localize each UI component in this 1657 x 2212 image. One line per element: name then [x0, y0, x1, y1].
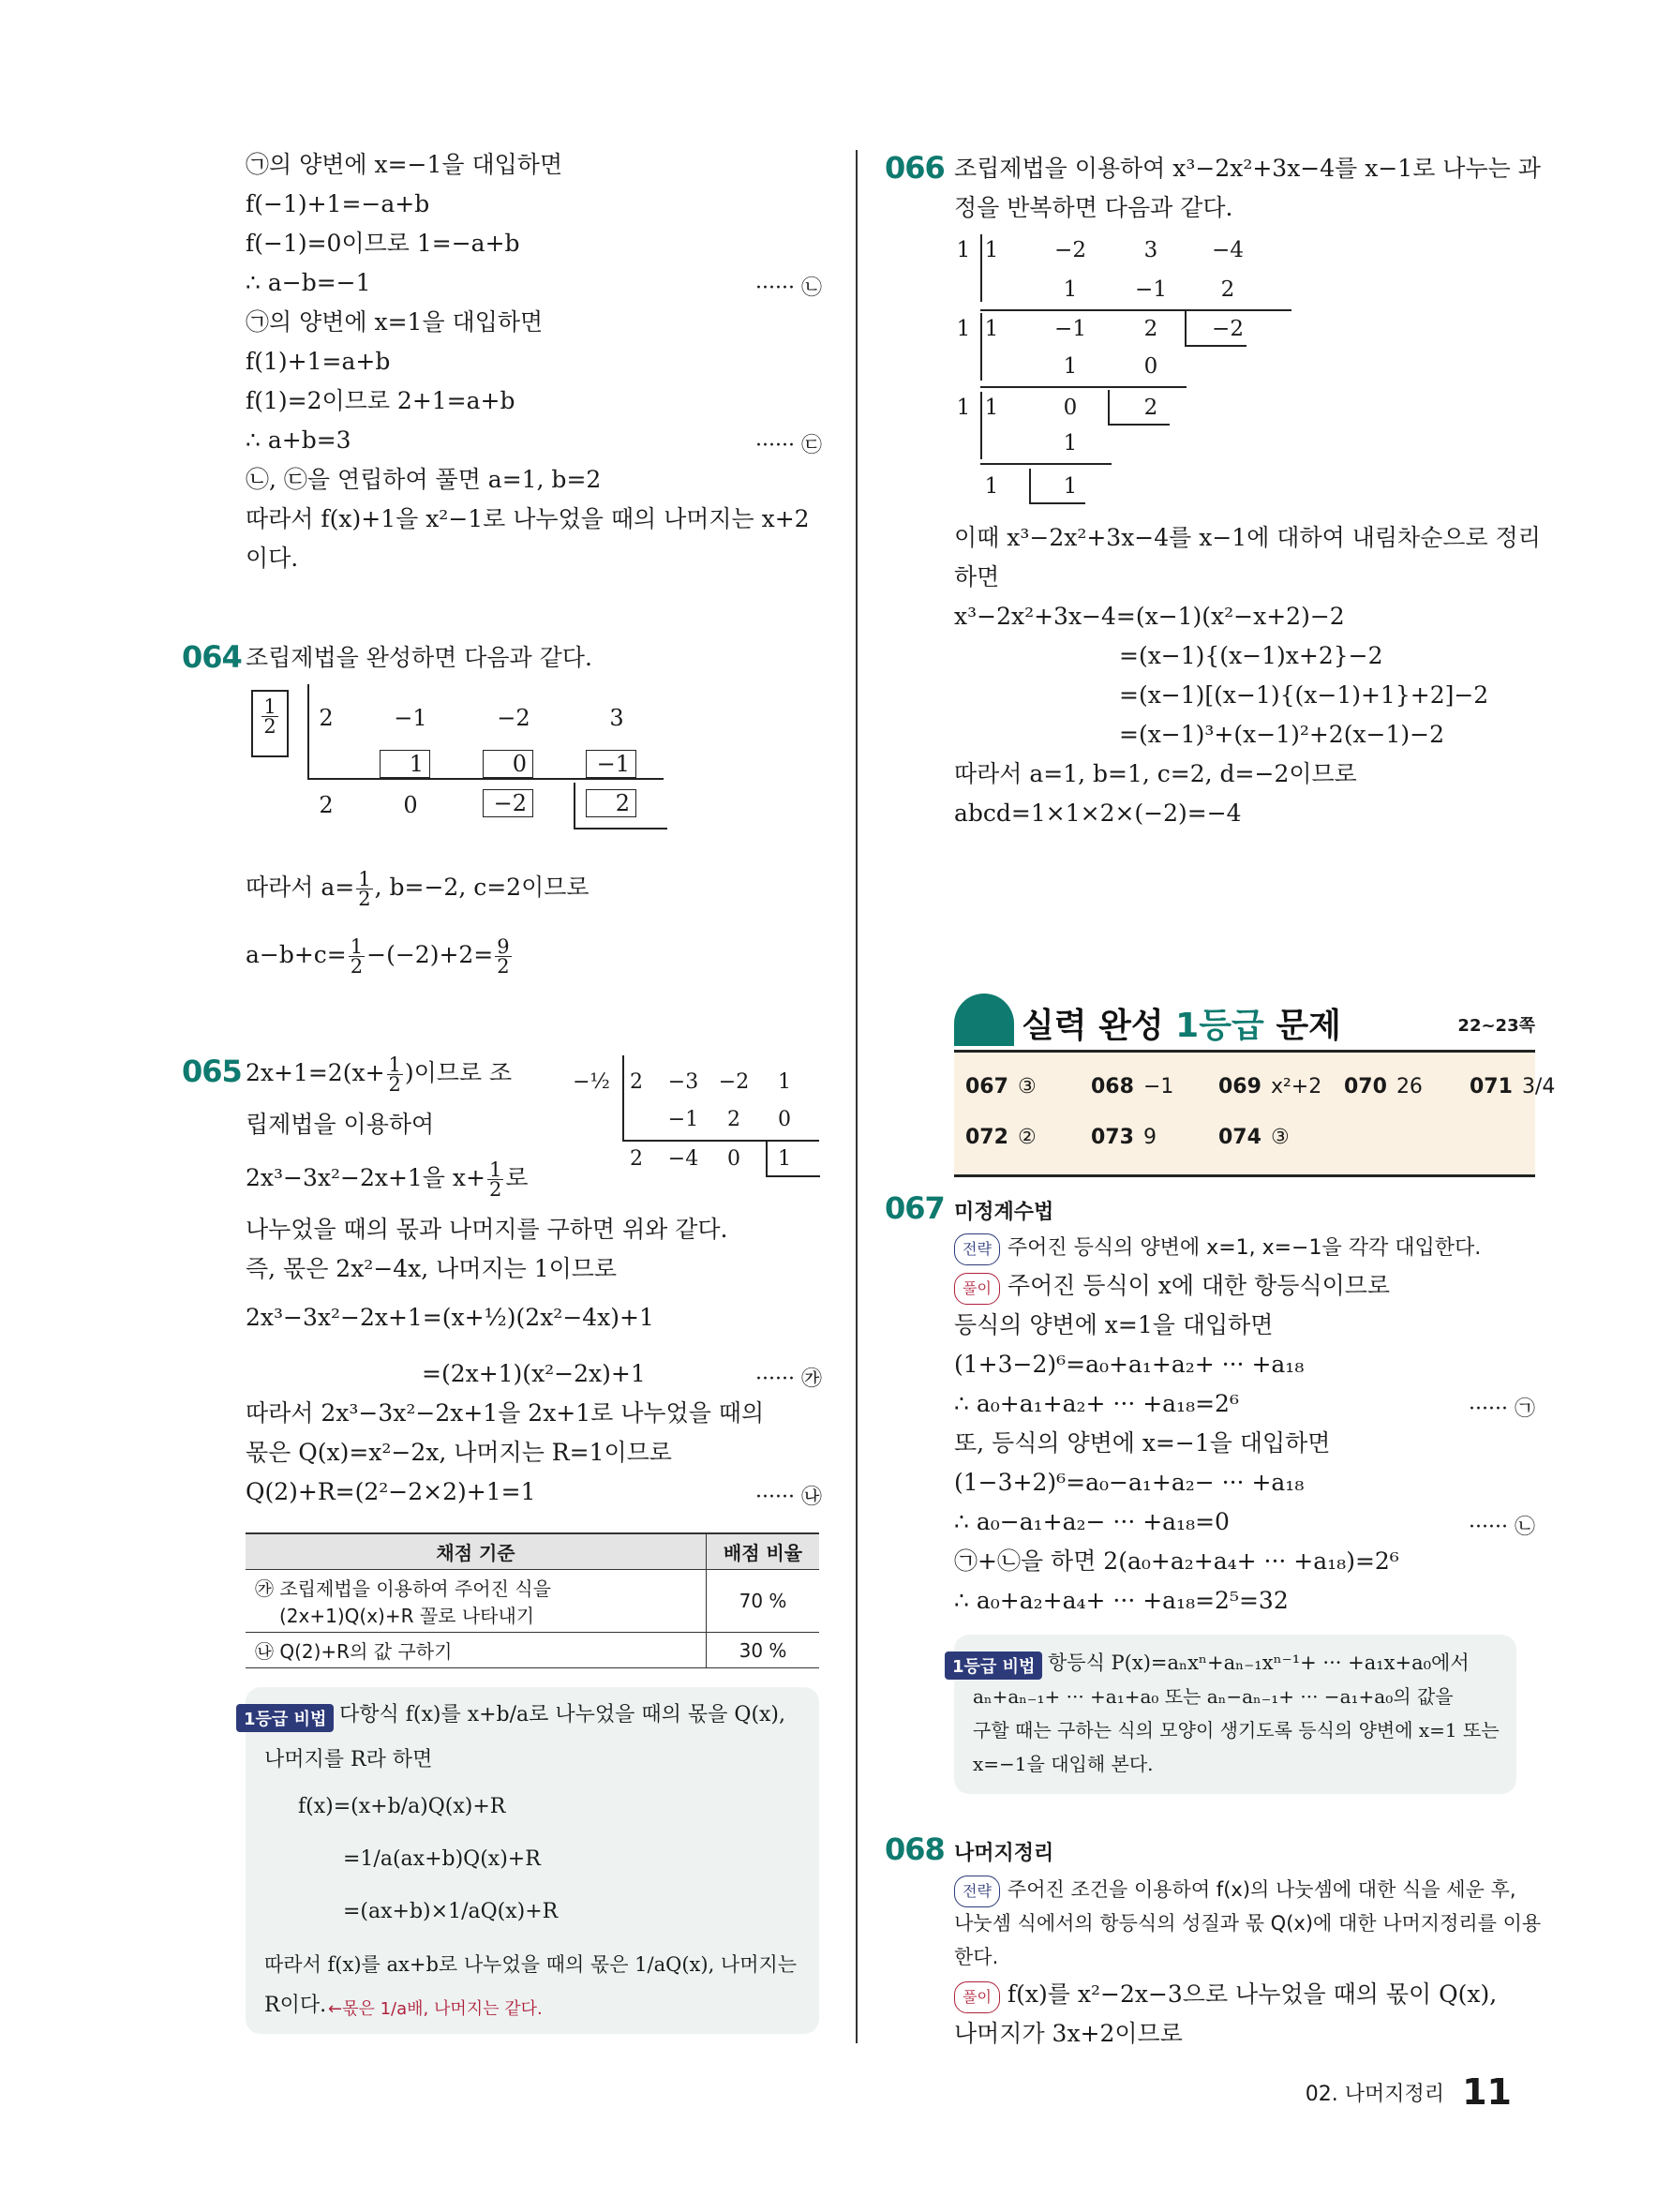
- p068-strategy: 한다.: [954, 1946, 999, 1968]
- p065-line: 따라서 2x³−3x²−2x+1을 2x+1로 나누었을 때의: [246, 1399, 765, 1427]
- tip-line: 다항식 f(x)를 x+b/a로 나누었을 때의 몫을 Q(x),: [339, 1703, 786, 1726]
- p063-marker: ······ ㉡: [755, 276, 822, 300]
- p064-hline2: [574, 828, 667, 830]
- p067-line: (1+3−2)⁶=a₀+a₁+a₂+ ··· +a₁₈: [954, 1351, 1305, 1378]
- section-title-part: 문제: [1263, 1007, 1341, 1045]
- answer-num: 070: [1344, 1075, 1387, 1099]
- p065-marker: ······ ㉯: [755, 1486, 822, 1509]
- strategy-tag: 전략: [954, 1233, 1000, 1265]
- frac-num: 1: [358, 868, 371, 890]
- answer-val: 3/4: [1521, 1075, 1556, 1099]
- p065-line: 나누었을 때의 몫과 나머지를 구하면 위와 같다.: [246, 1216, 728, 1243]
- p065-mid: −1: [667, 1108, 699, 1131]
- tip-line: 나머지를 R라 하면: [264, 1748, 433, 1771]
- p066-intro: 정을 반복하면 다음과 같다.: [954, 194, 1233, 221]
- strategy-text: 주어진 조건을 이용하여 f(x)의 나눗셈에 대한 식을 세운 후,: [1007, 1878, 1516, 1901]
- answer-num: 072: [965, 1126, 1008, 1149]
- p064-divisor-num: 1: [263, 695, 276, 718]
- p066-line: 하면: [954, 563, 1000, 590]
- p068-strategy: 나눗셈 식에서의 항등식의 성질과 몫 Q(x)에 대한 나머지정리를 이용: [954, 1912, 1542, 1935]
- tip-line: =1/a(ax+b)Q(x)+R: [343, 1847, 541, 1871]
- p067-line: (1−3+2)⁶=a₀−a₁+a₂− ··· +a₁₈: [954, 1469, 1305, 1496]
- p066-line: x³−2x²+3x−4=(x−1)(x²−x+2)−2: [954, 603, 1345, 630]
- frac-den: 2: [388, 1073, 401, 1096]
- p066-hline: [980, 386, 1187, 388]
- p066-remainder: 2: [1143, 396, 1158, 420]
- p067-marker: ······ ㉡: [1469, 1516, 1535, 1539]
- p064-conc-text: a−b+c=: [246, 941, 347, 968]
- p066-divisor: 1: [956, 238, 971, 262]
- p066-rem-hline: [1108, 424, 1170, 426]
- answer-item: [1218, 1075, 1321, 1099]
- strategy-text: 주어진 등식의 양변에 x=1, x=−1을 각각 대입한다.: [1007, 1236, 1482, 1260]
- p065-line: [246, 1055, 512, 1094]
- p064-synthetic-division: [246, 684, 667, 825]
- p066-line: =(x−1){(x−1)x+2}−2: [1119, 642, 1383, 669]
- answer-val: 9: [1142, 1126, 1157, 1149]
- tip-box: [246, 1687, 819, 2034]
- p063-line: ∴ a+b=3: [246, 426, 351, 454]
- p064-conc-text: 따라서 a=: [246, 874, 355, 901]
- p066-remainder: 1: [1063, 474, 1078, 499]
- p066-divisor: 1: [956, 317, 971, 341]
- grading-text: (2x+1)Q(x)+R 꼴로 나타내기: [279, 1605, 535, 1627]
- p065-text: 2x³−3x²−2x+1을 x+: [246, 1164, 485, 1191]
- grading-ratio: 70 %: [707, 1570, 820, 1633]
- p067-strategy: [954, 1233, 1481, 1265]
- answer-val: ②: [1017, 1126, 1037, 1149]
- grading-criterion: ㉯ Q(2)+R의 값 구하기: [246, 1633, 707, 1668]
- p064-intro: 조립제법을 완성하면 다음과 같다.: [246, 644, 592, 671]
- section-logo-icon: [954, 994, 1014, 1046]
- p066-mid: 1: [1063, 354, 1078, 379]
- section-title-part: 실력 완성: [1022, 1007, 1176, 1045]
- p066-mid: 1: [1063, 431, 1078, 456]
- p066-rem-vline: [1185, 311, 1187, 345]
- p066-coef: −4: [1212, 238, 1244, 262]
- p065-text: )이므로 조: [404, 1059, 513, 1086]
- section-title: [1022, 999, 1341, 1047]
- p066-divisor: 1: [956, 396, 971, 420]
- p064-coef: 2: [319, 705, 334, 731]
- p064-coef: −1: [394, 705, 427, 731]
- frac-den: 2: [497, 955, 510, 978]
- p065-coef: 1: [778, 1070, 791, 1094]
- p066-mid: −1: [1135, 277, 1167, 302]
- answer-item: [1344, 1075, 1423, 1099]
- answer-num: 074: [1218, 1126, 1261, 1149]
- p063-line: 따라서 f(x)+1을 x²−1로 나누었을 때의 나머지는 x+2: [246, 505, 810, 532]
- grading-ratio: 30 %: [707, 1633, 820, 1668]
- page-footer: [1306, 2071, 1512, 2113]
- p065-synthetic-division: [574, 1055, 822, 1177]
- section-pages: 22~23쪽: [1457, 1016, 1535, 1036]
- p066-hline: [980, 309, 1291, 311]
- p065-line: =(2x+1)(x²−2x)+1: [422, 1360, 646, 1387]
- p066-coef: 0: [1063, 396, 1078, 420]
- p065-result: −4: [667, 1147, 699, 1171]
- tip-line: x=−1을 대입해 본다.: [973, 1753, 1154, 1775]
- p066-rem-hline: [1185, 345, 1246, 347]
- column-divider: [856, 150, 858, 2043]
- p064-conclusion: [246, 870, 590, 908]
- p063-line: 이다.: [246, 545, 299, 572]
- grading-text: ㉮ 조립제법을 이용하여 주어진 식을: [255, 1577, 551, 1600]
- p066-line: =(x−1)³+(x−1)²+2(x−1)−2: [1119, 721, 1445, 748]
- p066-line: 이때 x³−2x²+3x−4를 x−1에 대하여 내림차순으로 정리: [954, 524, 1541, 551]
- p067-line: ∴ a₀+a₂+a₄+ ··· +a₁₈=2⁵=32: [954, 1587, 1289, 1614]
- p066-coef: 2: [1143, 317, 1158, 341]
- p065-divisor: −½: [573, 1070, 610, 1094]
- p065-marker: ······ ㉮: [755, 1368, 822, 1391]
- p065-vline: [622, 1055, 624, 1140]
- tip-note: ←몫은 1/a배, 나머지는 같다.: [328, 1999, 543, 2019]
- p067-line: 또, 등식의 양변에 x=−1을 대입하면: [954, 1429, 1331, 1457]
- section-header: [954, 994, 1535, 1050]
- tip-line: aₙ+aₙ₋₁+ ··· +a₁+a₀ 또는 aₙ−aₙ₋₁+ ··· −a₁+a₀의 값을: [973, 1685, 1454, 1708]
- answer-num: 067: [965, 1075, 1008, 1099]
- tip-box-2: [954, 1635, 1516, 1794]
- p065-line: Q(2)+R=(2²−2×2)+1=1: [246, 1478, 536, 1505]
- tip-line: R이다.: [264, 1994, 327, 2017]
- p065-line: 즉, 몫은 2x²−4x, 나머지는 1이므로: [246, 1255, 618, 1282]
- p064-conc-text: −(−2)+2=: [366, 941, 494, 968]
- p064-blank: −2: [483, 789, 533, 817]
- p066-coef: −1: [1054, 317, 1086, 341]
- p065-coef: −3: [667, 1070, 699, 1094]
- p064-blank: 2: [586, 789, 636, 817]
- p065-result: 2: [630, 1147, 643, 1171]
- problem-number-066: 066: [885, 150, 945, 186]
- answer-item: [1091, 1126, 1157, 1149]
- p066-mid: 2: [1220, 277, 1235, 302]
- p066-coef: 1: [984, 238, 999, 262]
- p067-line: 등식의 양변에 x=1을 대입하면: [954, 1311, 1274, 1338]
- p068-strategy: [954, 1875, 1516, 1907]
- p067-line: ∴ a₀+a₁+a₂+ ··· +a₁₈=2⁶: [954, 1390, 1239, 1417]
- p064-blank: 1: [380, 750, 430, 778]
- grading-criterion: [246, 1570, 707, 1633]
- problem-number-067: 067: [885, 1190, 945, 1226]
- p066-mid: 0: [1143, 354, 1158, 379]
- p066-coef: 1: [984, 474, 999, 499]
- p064-blank: −1: [586, 750, 636, 778]
- grading-header: 배점 비율: [707, 1533, 820, 1570]
- p067-title: 미정계수법: [954, 1201, 1054, 1224]
- p064-conclusion: [246, 937, 514, 976]
- p064-conc-text: , b=−2, c=2이므로: [374, 874, 590, 901]
- frac-num: 1: [350, 935, 364, 958]
- answer-val: ③: [1270, 1126, 1290, 1149]
- p068-title: 나머지정리: [954, 1842, 1054, 1865]
- p066-coef: −2: [1054, 238, 1086, 262]
- frac-den: 2: [488, 1178, 502, 1201]
- answer-val: 26: [1396, 1075, 1423, 1099]
- p065-line: 몫은 Q(x)=x²−2x, 나머지는 R=1이므로: [246, 1439, 672, 1466]
- tip-tag-label: 1등급 비법: [236, 1704, 334, 1732]
- p066-remainder: −2: [1212, 317, 1244, 341]
- answer-item: [1218, 1126, 1290, 1149]
- tip-line: 구할 때는 구하는 식의 모양이 생기도록 등식의 양변에 x=1 또는: [973, 1719, 1500, 1741]
- section-title-accent: 1등급: [1175, 1007, 1264, 1045]
- p065-coef: −2: [718, 1070, 750, 1094]
- p063-line: f(1)=2이므로 2+1=a+b: [246, 387, 515, 414]
- p063-line: f(1)+1=a+b: [246, 348, 391, 375]
- p064-vline: [307, 684, 309, 778]
- p064-result: 0: [403, 792, 418, 818]
- p064-coef: 3: [609, 705, 624, 731]
- grading-table: [246, 1532, 819, 1668]
- p065-line: [246, 1160, 528, 1199]
- p064-divisor-den: 2: [263, 715, 276, 738]
- answer-num: 071: [1470, 1075, 1513, 1099]
- p064-hline: [307, 778, 664, 780]
- p065-result: 0: [727, 1147, 740, 1171]
- p064-divisor-box: [251, 690, 289, 757]
- solution-tag: 풀이: [954, 1981, 1000, 2013]
- p065-text: 로: [505, 1164, 529, 1191]
- p068-solution: 나머지가 3x+2이므로: [954, 2020, 1183, 2047]
- answer-val: ③: [1017, 1075, 1037, 1099]
- answer-val: −1: [1142, 1075, 1174, 1099]
- p066-intro: 조립제법을 이용하여 x³−2x²+3x−4를 x−1로 나누는 과: [954, 155, 1541, 182]
- answer-item: [965, 1126, 1037, 1149]
- frac-num: 1: [388, 1054, 401, 1076]
- p066-line: 따라서 a=1, b=1, c=2, d=−2이므로: [954, 760, 1357, 787]
- tip-tag: [945, 1652, 1042, 1680]
- p068-solution: [954, 1980, 1497, 2013]
- page-number: 11: [1462, 2071, 1512, 2113]
- p063-line: ㉠의 양변에 x=1을 대입하면: [246, 308, 544, 336]
- p067-line: ∴ a₀−a₁+a₂− ··· +a₁₈=0: [954, 1508, 1230, 1535]
- p063-line: f(−1)+1=−a+b: [246, 190, 430, 217]
- p064-result: 2: [319, 792, 334, 818]
- p065-coef: 2: [630, 1070, 643, 1094]
- p065-remainder: 1: [778, 1147, 791, 1171]
- frac-den: 2: [358, 888, 371, 910]
- p067-line: ㉠+㉡을 하면 2(a₀+a₂+a₄+ ··· +a₁₈)=2⁶: [954, 1547, 1399, 1575]
- p065-line: 립제법을 이용하여: [246, 1111, 435, 1138]
- p065-mid: 2: [727, 1108, 740, 1131]
- p064-coef: −2: [497, 705, 530, 731]
- p067-solution: [954, 1271, 1390, 1305]
- p065-hline: [622, 1140, 819, 1142]
- answer-num: 069: [1218, 1075, 1261, 1099]
- p066-coef: 3: [1143, 238, 1158, 262]
- grading-header: 채점 기준: [246, 1533, 707, 1570]
- p065-hline2: [766, 1175, 820, 1177]
- tip-tag: [236, 1704, 334, 1732]
- p066-repeated-synthetic-division: [954, 234, 1291, 506]
- problem-number-065: 065: [182, 1054, 242, 1089]
- frac-num: 9: [497, 935, 510, 958]
- p065-mid: 0: [778, 1108, 791, 1131]
- answer-key-box: [954, 1050, 1556, 1177]
- p066-rem-vline: [1108, 390, 1110, 424]
- p063-line: ㉠의 양변에 x=−1을 대입하면: [246, 151, 563, 178]
- p065-line: 2x³−3x²−2x+1=(x+½)(2x²−4x)+1: [246, 1304, 654, 1331]
- tip-line: 항등식 P(x)=aₙxⁿ+aₙ₋₁xⁿ⁻¹+ ··· +a₁x+a₀에서: [1048, 1652, 1470, 1674]
- solution-tag: 풀이: [954, 1273, 1000, 1305]
- answer-num: 068: [1091, 1075, 1134, 1099]
- p066-line: =(x−1)[(x−1){(x−1)+1}+2]−2: [1119, 681, 1489, 709]
- p063-line: f(−1)=0이므로 1=−a+b: [246, 230, 520, 257]
- tip-line: 따라서 f(x)를 ax+b로 나누었을 때의 몫은 1/aQ(x), 나머지는: [264, 1953, 798, 1976]
- p063-line: ∴ a−b=−1: [246, 269, 371, 296]
- problem-number-068: 068: [885, 1831, 945, 1867]
- tip-tag-label: 1등급 비법: [945, 1652, 1042, 1680]
- problem-number-064: 064: [182, 639, 242, 675]
- p066-coef: 1: [984, 396, 999, 420]
- p067-marker: ······ ㉠: [1469, 1397, 1535, 1421]
- answer-num: 073: [1091, 1126, 1134, 1149]
- solution-text: 주어진 등식이 x에 대한 항등식이므로: [1007, 1272, 1391, 1299]
- tip-line: f(x)=(x+b/a)Q(x)+R: [298, 1795, 506, 1818]
- p066-line: abcd=1×1×2×(−2)=−4: [954, 800, 1242, 827]
- answer-item: [965, 1075, 1037, 1099]
- solution-text: f(x)를 x²−2x−3으로 나누었을 때의 몫이 Q(x),: [1007, 1980, 1498, 2008]
- p066-rem-vline: [1029, 469, 1031, 502]
- p064-vline2: [574, 783, 575, 828]
- p065-text: 2x+1=2(x+: [246, 1059, 385, 1086]
- answer-item: [1091, 1075, 1173, 1099]
- tip-line: =(ax+b)×1/aQ(x)+R: [343, 1900, 559, 1923]
- p063-marker: ······ ㉢: [755, 434, 822, 457]
- p066-rem-hline: [1029, 502, 1085, 504]
- frac-num: 1: [488, 1158, 502, 1181]
- frac-den: 2: [350, 955, 364, 978]
- p066-coef: 1: [984, 317, 999, 341]
- chapter-label: 02. 나머지정리: [1305, 2082, 1445, 2106]
- strategy-tag: 전략: [954, 1876, 1000, 1907]
- p066-hline: [980, 463, 1112, 465]
- answer-item: [1470, 1075, 1555, 1099]
- p064-blank: 0: [483, 750, 533, 778]
- p066-mid: 1: [1063, 277, 1078, 302]
- answer-val: x²+2: [1270, 1075, 1322, 1099]
- p063-line: ㉡, ㉢을 연립하여 풀면 a=1, b=2: [246, 466, 602, 493]
